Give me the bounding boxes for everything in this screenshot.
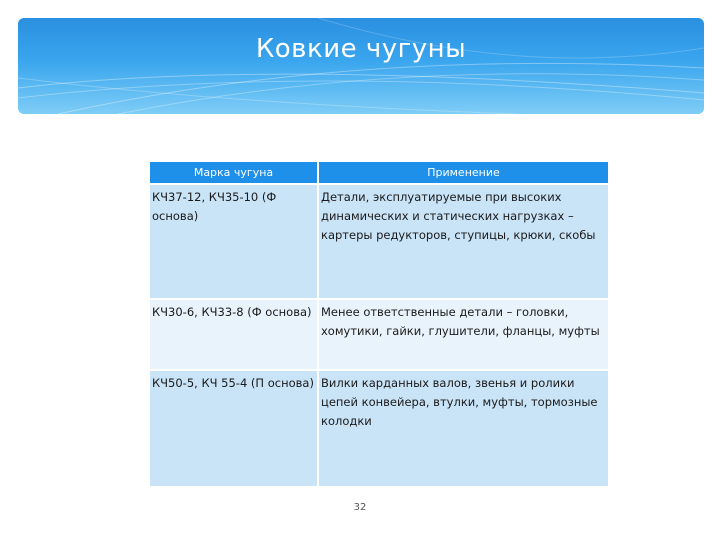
page-number: 32 [353,502,367,513]
table-header-row [150,162,608,184]
banner-wave-decoration [18,18,704,114]
header-grade: Марка чугуна [150,162,318,184]
application-cell: Детали, эксплуатируемые при высоких динамических и статических нагрузках – картеры редукторов, ступицы, крюки, скобы [318,184,608,299]
grade-cell: КЧ37-12, КЧ35-10 (Ф основа) [150,184,318,299]
application-cell: Менее ответственные детали – головки, хомутики, гайки, глушители, фланцы, муфты [318,299,608,370]
table-row [150,370,608,486]
cast-iron-table [150,162,608,486]
grade-cell: КЧ50-5, КЧ 55-4 (П основа) [150,370,318,486]
application-cell: Вилки карданных валов, звенья и ролики цепей конвейера, втулки, муфты, тормозные колодки [318,370,608,486]
title-banner [18,18,704,114]
header-application: Применение [318,162,608,184]
slide-title: Ковкие чугуны [255,34,467,64]
table-row [150,299,608,370]
grade-cell: КЧ30-6, КЧ33-8 (Ф основа) [150,299,318,370]
table-row [150,184,608,299]
